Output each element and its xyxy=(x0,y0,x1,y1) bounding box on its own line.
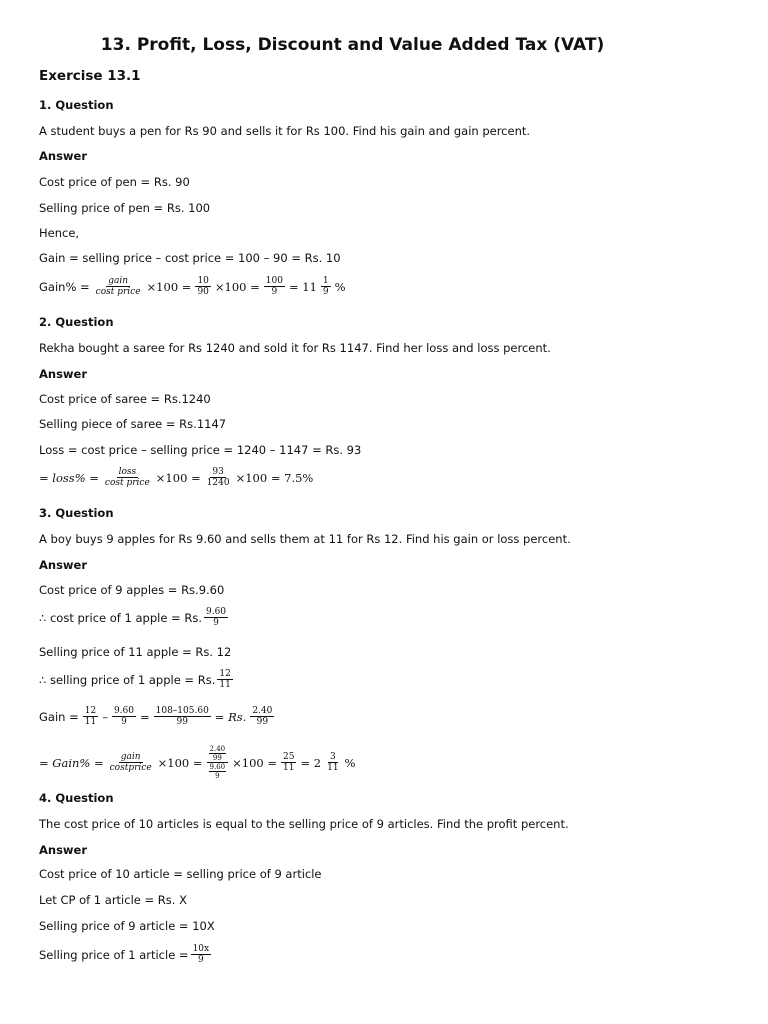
q3-gp-f2-top-den: 99 xyxy=(212,754,222,762)
q4-last-num: 10x xyxy=(192,944,210,954)
q4-line-2: Let CP of 1 article = Rs. X xyxy=(39,893,187,907)
q2-line-3: Loss = cost price – selling price = 1240 – 1147 = Rs. 93 xyxy=(39,443,362,457)
q4-line-1: Cost price of 10 article = selling price of 9 article xyxy=(39,867,322,881)
q4-last-den: 9 xyxy=(197,955,204,965)
q3-question: A boy buys 9 apples for Rs 9.60 and sells them at 11 for Rs 12. Find his gain or loss percent. xyxy=(39,532,571,546)
q3-gain-minus: – xyxy=(102,709,108,724)
q3-gp-f4-num: 3 xyxy=(329,752,336,762)
q1-f3-den: 9 xyxy=(271,287,278,297)
q3-line-3: Selling price of 11 apple = Rs. 12 xyxy=(39,645,232,659)
q2-f1-den: cost price xyxy=(104,478,150,488)
q3-gp-f2-bot-den: 9 xyxy=(215,772,220,780)
q1-answer-label: Answer xyxy=(39,149,88,163)
q3-gain-eq2: = Rs. xyxy=(214,709,247,724)
q3-gain-f4-num: 2.40 xyxy=(252,706,273,716)
q3-gp-x100: ×100 = xyxy=(157,755,203,770)
q1-line-2: Selling price of pen = Rs. 100 xyxy=(39,201,211,215)
q1-line-4: Gain = selling price – cost price = 100 – 90 = Rs. 10 xyxy=(39,251,341,265)
q2-answer-label: Answer xyxy=(39,367,88,381)
q4-line-3: Selling price of 9 article = 10X xyxy=(39,919,215,933)
q2-x100: ×100 = xyxy=(155,470,201,485)
q4-answer-label: Answer xyxy=(39,843,88,857)
q1-f1-num: gain xyxy=(108,276,129,286)
q3-gp-f4-den: 11 xyxy=(327,763,339,773)
q3-gain-percent-formula xyxy=(39,745,355,780)
q3-gain-f3-num: 108–105.60 xyxy=(155,706,209,716)
q3-line2-label: ∴ cost price of 1 apple = Rs. xyxy=(39,610,202,625)
q1-line-1: Cost price of pen = Rs. 90 xyxy=(39,175,190,189)
q3-line2-den: 9 xyxy=(213,618,219,628)
q3-gp-f2-bot: 9.60 xyxy=(209,763,226,771)
q2-math-label: = loss% = xyxy=(39,470,99,485)
q4-last-line xyxy=(39,944,213,965)
q3-line-4 xyxy=(39,669,235,690)
q3-gp-x100b: ×100 = xyxy=(232,755,278,770)
q1-f2-den: 90 xyxy=(197,287,209,297)
q3-gain-f1-den: 11 xyxy=(84,717,97,727)
q1-pct: % xyxy=(334,279,346,294)
q4-last-label: Selling price of 1 article = xyxy=(39,947,189,962)
q2-f1-num: loss xyxy=(118,467,137,477)
q3-gp-eq: = 2 xyxy=(300,755,322,770)
q3-gp-f3-num: 25 xyxy=(283,752,295,762)
q3-gain-f2-num: 9.60 xyxy=(113,706,134,716)
q1-question: A student buys a pen for Rs 90 and sells it for Rs 100. Find his gain and gain percent. xyxy=(39,124,531,138)
q1-f4-num: 1 xyxy=(322,276,329,286)
q1-x100b: ×100 = xyxy=(214,279,260,294)
page-title: 13. Profit, Loss, Discount and Value Added Tax (VAT) xyxy=(100,35,605,55)
q3-gain-formula xyxy=(39,706,276,727)
q3-line2-num: 9.60 xyxy=(205,607,227,617)
q1-f3-num: 100 xyxy=(265,276,283,286)
q2-f2-den: 1240 xyxy=(206,478,230,488)
q1-gain-percent-formula xyxy=(39,276,346,297)
q4-question: The cost price of 10 articles is equal to the selling price of 9 articles. Find the profit percent. xyxy=(39,817,569,831)
q3-heading: 3. Question xyxy=(39,506,114,520)
q3-gain-f4-den: 99 xyxy=(256,717,269,727)
q3-line4-label: ∴ selling price of 1 apple = Rs. xyxy=(39,672,216,687)
q3-answer-label: Answer xyxy=(39,558,88,572)
q2-question: Rekha bought a saree for Rs 1240 and sold it for Rs 1147. Find her loss and loss percent. xyxy=(39,341,551,355)
q3-gain-eq: = xyxy=(139,709,150,724)
q3-gp-pct: % xyxy=(344,755,356,770)
q3-gainpct-label: = Gain% = xyxy=(39,755,104,770)
q3-gp-f2-top: 2.40 xyxy=(209,745,226,753)
q1-x100: ×100 = xyxy=(146,279,192,294)
q1-heading: 1. Question xyxy=(39,98,114,112)
q2-heading: 2. Question xyxy=(39,315,114,329)
q3-gain-f2-den: 9 xyxy=(121,717,127,727)
q3-gain-f3-den: 99 xyxy=(176,717,188,727)
q1-eq: = 11 xyxy=(288,279,317,294)
q3-gp-f3-den: 11 xyxy=(283,763,295,773)
q1-f2-num: 10 xyxy=(197,276,209,286)
q2-f2-num: 93 xyxy=(212,467,224,477)
q3-gp-f1-den: costprice xyxy=(109,763,152,773)
q2-line-1: Cost price of saree = Rs.1240 xyxy=(39,392,211,406)
q1-f4-den: 9 xyxy=(322,287,329,297)
q1-f1-den: cost price xyxy=(95,287,141,297)
q3-gain-f1-num: 12 xyxy=(84,706,97,716)
q3-gp-f1-num: gain xyxy=(120,752,141,762)
q3-line4-den: 11 xyxy=(219,680,231,690)
q3-line-1: Cost price of 9 apples = Rs.9.60 xyxy=(39,583,225,597)
q3-gain-label: Gain = xyxy=(39,709,79,724)
exercise-heading: Exercise 13.1 xyxy=(39,68,141,84)
q4-heading: 4. Question xyxy=(39,791,114,805)
q2-tail: ×100 = 7.5% xyxy=(235,470,314,485)
q2-loss-percent-formula xyxy=(39,467,313,488)
q2-line-2: Selling piece of saree = Rs.1147 xyxy=(39,417,227,431)
q1-line-3: Hence, xyxy=(39,226,80,240)
q1-math-label: Gain% = xyxy=(39,279,90,294)
q3-line4-num: 12 xyxy=(219,669,231,679)
q3-line-2 xyxy=(39,607,230,628)
